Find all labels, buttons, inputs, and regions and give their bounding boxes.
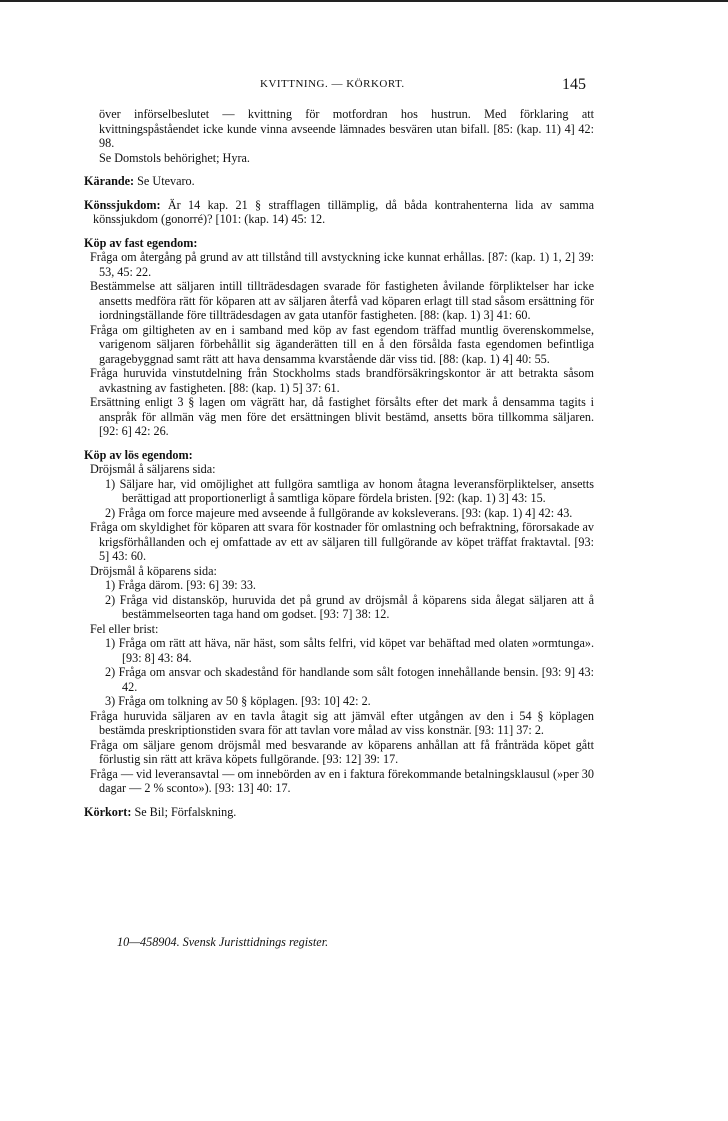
index-entry: Köp av fast egendom: bbox=[84, 235, 198, 250]
list-item: 1) Fråga om rätt att häva, när häst, som sålts felfri, vid köpet var behäftad med olaten »ormtunga». [93: 8] 43: 84. bbox=[105, 636, 594, 665]
index-entry: Köp av lös egendom: bbox=[84, 447, 193, 462]
paragraph: Bestämmelse att säljaren intill tillträdesdagen svarade för fastigheten åvilande förpliktelser har icke ansetts medföra rätt för köparen att av säljaren återfå vad köparen erlagt till stad såsom ersättning för iordningställande före tillträdesdagen av gata utanför fastigheten. [88: (kap. 1) 3] 41: 60. bbox=[90, 279, 594, 322]
printer-signature: 10—458904. Svensk Juristtidnings register. bbox=[117, 935, 329, 949]
index-content bbox=[84, 107, 594, 819]
list-item: 1) Fråga därom. [93: 6] 39: 33. bbox=[105, 578, 256, 592]
paragraph: Se Domstols behörighet; Hyra. bbox=[99, 150, 250, 165]
paragraph: Fråga huruvida vinstutdelning från Stockholms stads brandförsäkringskontor är att betrakta såsom avkastning av fastigheten. [88: (kap. 1) 5] 37: 61. bbox=[90, 366, 594, 395]
page-header bbox=[0, 76, 728, 96]
top-border bbox=[0, 0, 728, 2]
page-footer bbox=[117, 933, 328, 950]
list-item: 3) Fråga om tolkning av 50 § köplagen. [93: 10] 42: 2. bbox=[105, 694, 371, 708]
paragraph: Fråga om säljare genom dröjsmål med besvarande av köparens anhållan att få frånträda köpet gått förlustig sin rätt att kräva köpets fullgörande. [93: 12] 39: 17. bbox=[90, 737, 594, 766]
paragraph: Fråga — vid leveransavtal — om innebörden av en i faktura förekommande betalningsklausul (»per 30 dagar — 2 % sconto»). [93: 13] 40: 17. bbox=[90, 766, 594, 795]
paragraph: Fråga huruvida säljaren av en tavla åtagit sig att jämväl efter utgången av den i 54 § köplagen bestämda preskriptionstiden svara för att tavlan vore målad av viss konstnär. [93: 11] 37: 2. bbox=[90, 708, 594, 737]
paragraph: Dröjsmål å köparens sida: bbox=[90, 563, 217, 578]
running-head: KVITTNING. — KÖRKORT. bbox=[260, 78, 405, 90]
list-item: 2) Fråga vid distansköp, huruvida det på grund av dröjsmål å köparens sida ålegat säljaren att å bestämmelseorten taga hand om godset. [93: 7] 38: 12. bbox=[105, 592, 594, 621]
page-number: 145 bbox=[562, 76, 586, 93]
paragraph: Fråga om återgång på grund av att tillstånd till avstyckning icke kunnat erhållas. [87: (kap. 1) 1, 2] 39: 53, 45: 22. bbox=[90, 250, 594, 279]
index-entry: Körkort: Se Bil; Förfalskning. bbox=[84, 804, 237, 819]
index-entry: Kärande: Se Utevaro. bbox=[84, 174, 195, 188]
paragraph: Ersättning enligt 3 § lagen om vägrätt har, då fastighet försålts efter det mark å densamma tagits i anspråk för allmän väg men före det ersättningen blivit bestämd, ansetts böra tillkomma säljaren. [92: 6] 42: 26. bbox=[90, 395, 594, 438]
list-item: 2) Fråga om ansvar och skadestånd för handlande som sålt fotogen innehållande bensin. [93: 9] 43: 42. bbox=[105, 665, 594, 694]
paragraph: Fråga om giltigheten av en i samband med köp av fast egendom träffad muntlig överenskommelse, varigenom säljaren förbehållit sig äganderätten till en å den försålda fasta egendomen befintliga garagebyggnad samt rätt att hava densamma kvarstående där viss tid. [88: (kap. 1) 4] 40: 55. bbox=[90, 322, 594, 366]
list-item: 2) Fråga om force majeure med avseende å fullgörande av koksleverans. [93: (kap. 1) 4] 42: 43. bbox=[105, 505, 573, 520]
paragraph: Dröjsmål å säljarens sida: bbox=[90, 462, 216, 476]
paragraph: över införselbeslutet — kvittning för motfordran hos hustrun. Med förklaring att kvittningspåståendet icke kunde vinna avseende lämnades besvären utan bifall. [85: (kap. 11) 4] 42: 98. bbox=[99, 107, 594, 150]
paragraph: Fråga om skyldighet för köparen att svara för kostnader för omlastning och befraktning, förorsakade av krigsförhållanden och ej omfattade av ett av säljaren till fullgörande av köpet träffat fraktavtal. [93: 5] 43: 60. bbox=[90, 520, 594, 563]
list-item: 1) Säljare har, vid omöjlighet att fullgöra samtliga av honom åtagna leveransförpliktelser, ansetts berättigad att proportionerligt å samtliga köpare fördela bristen. [92: (kap. 1) 3] 43: 15. bbox=[105, 476, 594, 505]
index-entry: Könssjukdom: Är 14 kap. 21 § strafflagen tillämplig, då båda kontrahenterna lida av samma könssjukdom (gonorré)? [101: (kap. 14) 45: 12. bbox=[84, 197, 594, 226]
paragraph: Fel eller brist: bbox=[90, 621, 159, 636]
